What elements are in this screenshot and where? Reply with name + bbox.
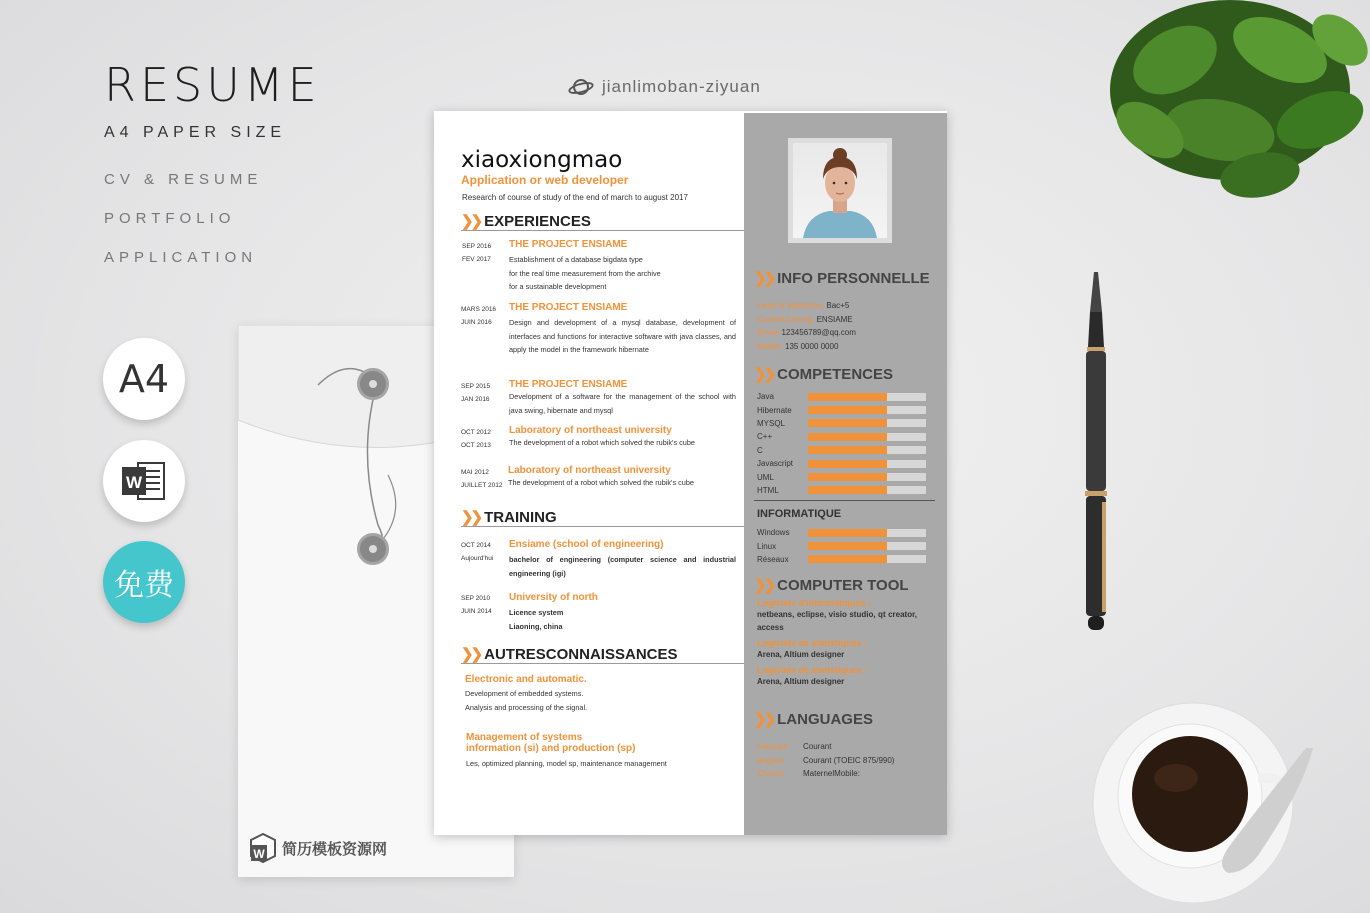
skill-row	[757, 553, 926, 566]
skill-name: Hibernate	[757, 405, 792, 415]
coffee-cup-decoration	[1088, 688, 1313, 913]
skill-bar-fill	[808, 419, 887, 427]
word-icon	[120, 459, 168, 503]
skill-name: HTML	[757, 485, 779, 495]
skill-bar-fill	[808, 473, 887, 481]
promo-title: RESUME	[104, 58, 321, 112]
profile-photo	[793, 143, 887, 238]
other-item-0	[465, 674, 735, 714]
exp-item-2	[509, 379, 736, 417]
exp-title: Laboratory of northeast university	[509, 425, 672, 436]
languages-list	[757, 740, 894, 781]
skill-name: Réseaux	[757, 554, 789, 564]
info-key: Email:	[757, 328, 780, 337]
skill-bar	[808, 473, 926, 481]
training-date-start: OCT 2014	[461, 542, 491, 549]
promo-item-application: APPLICATION	[104, 249, 258, 266]
exp-date-start: MAI 2012	[461, 469, 489, 476]
other-item-title: Electronic and automatic.	[465, 674, 587, 685]
skill-bar	[808, 529, 926, 537]
exp-title: Laboratory of northeast university	[508, 465, 671, 476]
exp-date-end: JUIN 2016	[461, 319, 492, 326]
chevron-icon: ❯❯	[754, 366, 774, 383]
chevron-icon: ❯❯	[754, 577, 774, 594]
exp-item-1	[509, 302, 736, 357]
language-level: Courant (TOEIC 875/990)	[803, 755, 895, 765]
info-value: ENSIAME	[814, 314, 853, 324]
exp-date-end: JAN 2016	[461, 396, 490, 403]
a4-badge	[103, 338, 185, 420]
other-desc-line: Development of embedded systems.	[465, 689, 584, 698]
training-heading	[461, 508, 744, 526]
info-row	[757, 313, 856, 327]
skill-name: Windows	[757, 528, 790, 538]
watermark-top	[568, 76, 761, 98]
resume-name: xiaoxiongmao	[461, 147, 623, 173]
skill-row	[757, 484, 926, 497]
training-desc-line: Liaoning, china	[509, 621, 563, 631]
skill-row	[757, 470, 926, 483]
exp-date-end: FEV 2017	[462, 256, 491, 263]
pen-decoration	[1076, 272, 1116, 634]
word-icon-letter: W	[125, 473, 143, 492]
exp-dates-0	[462, 240, 512, 266]
skill-bar	[808, 460, 926, 468]
training-item-0	[509, 539, 736, 580]
skill-bar-fill	[808, 406, 887, 414]
exp-desc-line: for a sustainable development	[509, 282, 607, 291]
informatique-list	[757, 526, 926, 566]
skill-bar	[808, 419, 926, 427]
info-key: Level of education:	[757, 301, 825, 310]
other-item-title: Management of systems information (si) and production (sp)	[466, 732, 636, 754]
training-date-end: Aujourd'hui	[461, 555, 494, 562]
training-title-item: Ensiame (school of engineering)	[509, 539, 664, 550]
experiences-section	[461, 212, 744, 231]
profile-photo-frame	[788, 138, 892, 243]
chevron-icon: ❯❯	[461, 646, 481, 663]
exp-date-end: JUILLET 2012	[461, 482, 503, 489]
chevron-icon: ❯❯	[754, 270, 774, 287]
languages-title: LANGUAGES	[777, 710, 873, 728]
skill-name: Linux	[757, 541, 777, 551]
info-title: INFO PERSONNELLE	[777, 269, 930, 287]
skill-row	[757, 526, 926, 539]
training-title-item: University of north	[509, 592, 598, 603]
training-desc-line: Licence system	[509, 608, 564, 617]
skill-name: C++	[757, 432, 773, 442]
tool-key: Logiciels d'informatiques :	[757, 598, 872, 608]
info-list	[757, 299, 856, 353]
skill-bar-fill	[808, 486, 887, 494]
info-value: 123456789@qq.com	[779, 328, 856, 337]
info-value: 135 0000 0000	[782, 341, 839, 351]
site-logo-icon	[248, 832, 278, 864]
skill-bar-fill	[808, 542, 887, 550]
plant-decoration	[1080, 0, 1370, 215]
skill-bar-fill	[808, 460, 887, 468]
exp-desc: The development of a robot which solved the rubik's cube	[509, 438, 695, 447]
section-divider	[461, 526, 744, 527]
skill-bar-fill	[808, 446, 887, 454]
exp-dates-3	[461, 426, 511, 452]
exp-date-start: OCT 2012	[461, 429, 491, 436]
skill-row	[757, 444, 926, 457]
exp-desc-line: Establishment of a database bigdata type	[509, 255, 643, 264]
info-key: Mobile:	[757, 341, 783, 351]
info-row	[757, 326, 856, 340]
language-name: Chinois	[757, 769, 784, 778]
chevron-icon: ❯❯	[754, 711, 774, 728]
skill-name: Javascript	[757, 459, 794, 469]
tool-value: Arena, Altium designer	[757, 650, 845, 659]
exp-date-start: MARS 2016	[461, 306, 497, 313]
envelope-button-bottom	[357, 533, 389, 565]
training-section	[461, 508, 744, 527]
exp-desc: Design and development of a mysql database, development of interfaces and functions for interactive software with java classes, and apply the model in the framework hibernate	[509, 318, 736, 354]
other-heading	[461, 645, 744, 663]
tool-value: Arena, Altium designer	[757, 677, 845, 686]
tool-key: Logiciels de statistiques :	[757, 638, 868, 648]
skill-bar	[808, 393, 926, 401]
skill-bar	[808, 555, 926, 563]
language-row	[757, 754, 894, 768]
tool-title: COMPUTER TOOL	[777, 576, 909, 594]
skill-name: Java	[757, 392, 774, 402]
skill-row	[757, 403, 926, 416]
section-divider	[461, 230, 744, 231]
training-dates-1	[461, 592, 511, 618]
other-item-1	[466, 732, 736, 771]
skill-bar	[808, 542, 926, 550]
language-row	[757, 740, 894, 754]
resume-job-title: Application or web developer	[461, 173, 629, 187]
competences-list	[757, 390, 926, 497]
competences-heading	[754, 365, 893, 383]
a4-badge-label: A4	[118, 357, 170, 401]
info-row	[757, 340, 856, 354]
portrait-avatar	[793, 143, 887, 238]
exp-title: THE PROJECT ENSIAME	[509, 379, 628, 390]
language-row	[757, 767, 894, 781]
other-desc-line: Analysis and processing of the signal.	[465, 702, 588, 712]
exp-title: THE PROJECT ENSIAME	[509, 239, 628, 250]
training-title: TRAINING	[484, 508, 557, 526]
tool-heading	[754, 576, 909, 594]
section-divider	[461, 663, 744, 664]
info-key: Current training:	[757, 314, 815, 324]
competences-divider	[754, 500, 935, 501]
exp-date-start: SEP 2015	[461, 383, 491, 390]
skill-bar	[808, 433, 926, 441]
exp-dates-1	[461, 303, 511, 329]
exp-dates-2	[461, 380, 511, 406]
watermark-bottom-text: 简历模板资源网	[282, 839, 388, 858]
skill-bar-fill	[808, 433, 887, 441]
watermark-bottom	[248, 832, 387, 864]
language-level: Courant	[803, 742, 832, 751]
info-value: Bac+5	[824, 301, 850, 310]
skill-bar-fill	[808, 393, 887, 401]
free-badge-label: 免费	[114, 568, 174, 603]
resume-research: Research of course of study of the end of march to august 2017	[462, 193, 688, 202]
promo-subtitle: A4 PAPER SIZE	[104, 124, 287, 141]
skill-bar-fill	[808, 529, 887, 537]
competences-title: COMPETENCES	[777, 365, 893, 383]
exp-date-end: OCT 2013	[461, 442, 491, 449]
training-dates-0	[461, 539, 511, 565]
exp-desc	[509, 253, 736, 294]
chevron-icon: ❯❯	[461, 213, 481, 230]
skill-row	[757, 417, 926, 430]
skill-row	[757, 390, 926, 403]
watermark-top-text: jianlimoban-ziyuan	[602, 77, 761, 96]
language-name: Français	[757, 742, 788, 751]
experiences-title: EXPERIENCES	[484, 212, 591, 230]
exp-item-0	[509, 239, 736, 294]
training-desc: bachelor of engineering (computer science and industrial engineering (igi)	[509, 555, 736, 578]
exp-item-3	[509, 425, 736, 450]
language-name: Anglais	[757, 755, 784, 765]
resume-paper	[434, 111, 947, 835]
exp-dates-4	[461, 466, 511, 492]
skill-name: UML	[757, 472, 774, 482]
experiences-heading	[461, 212, 744, 230]
tool-key: Logiciels de statistiques :	[757, 665, 868, 675]
other-item-desc: Les, optimized planning, model sp, maintenance management	[466, 759, 667, 768]
language-level: MaternelMobile:	[803, 769, 860, 778]
free-badge	[103, 541, 185, 623]
promo-item-cv: CV & RESUME	[104, 171, 263, 188]
skill-bar-fill	[808, 555, 887, 563]
skill-name: MYSQL	[757, 418, 786, 428]
exp-desc-line: for the real time measurement from the archive	[509, 268, 661, 278]
exp-desc: Development of a software for the management of the school with java swing, hibernate and mysql	[509, 392, 736, 415]
training-date-start: SEP 2010	[461, 595, 491, 602]
planet-icon	[568, 76, 594, 98]
skill-row	[757, 430, 926, 443]
exp-title: THE PROJECT ENSIAME	[509, 302, 628, 313]
other-title: AUTRESCONNAISSANCES	[484, 645, 678, 663]
info-row	[757, 299, 856, 313]
tool-value: netbeans, eclipse, visio studio, qt creator, access	[757, 610, 917, 632]
word-badge	[103, 440, 185, 522]
training-item-1	[509, 592, 736, 633]
promo-item-portfolio: PORTFOLIO	[104, 210, 236, 227]
skill-bar	[808, 406, 926, 414]
exp-item-4	[508, 465, 736, 490]
informatique-title: INFORMATIQUE	[757, 508, 842, 520]
chevron-icon: ❯❯	[461, 509, 481, 526]
skill-row	[757, 457, 926, 470]
training-date-end: JUIN 2014	[461, 608, 492, 615]
site-logo-letter: W	[253, 847, 265, 861]
exp-date-start: SEP 2016	[462, 243, 492, 250]
tool-list	[757, 598, 917, 688]
training-desc	[509, 606, 736, 633]
skill-name: C	[757, 445, 763, 455]
other-item-desc	[465, 687, 735, 714]
other-section	[461, 645, 744, 664]
envelope-button-top	[357, 368, 389, 400]
skill-row	[757, 539, 926, 552]
exp-desc: The development of a robot which solved the rubik's cube	[508, 478, 694, 487]
languages-heading	[754, 710, 873, 728]
skill-bar	[808, 486, 926, 494]
info-heading	[754, 269, 930, 287]
skill-bar	[808, 446, 926, 454]
